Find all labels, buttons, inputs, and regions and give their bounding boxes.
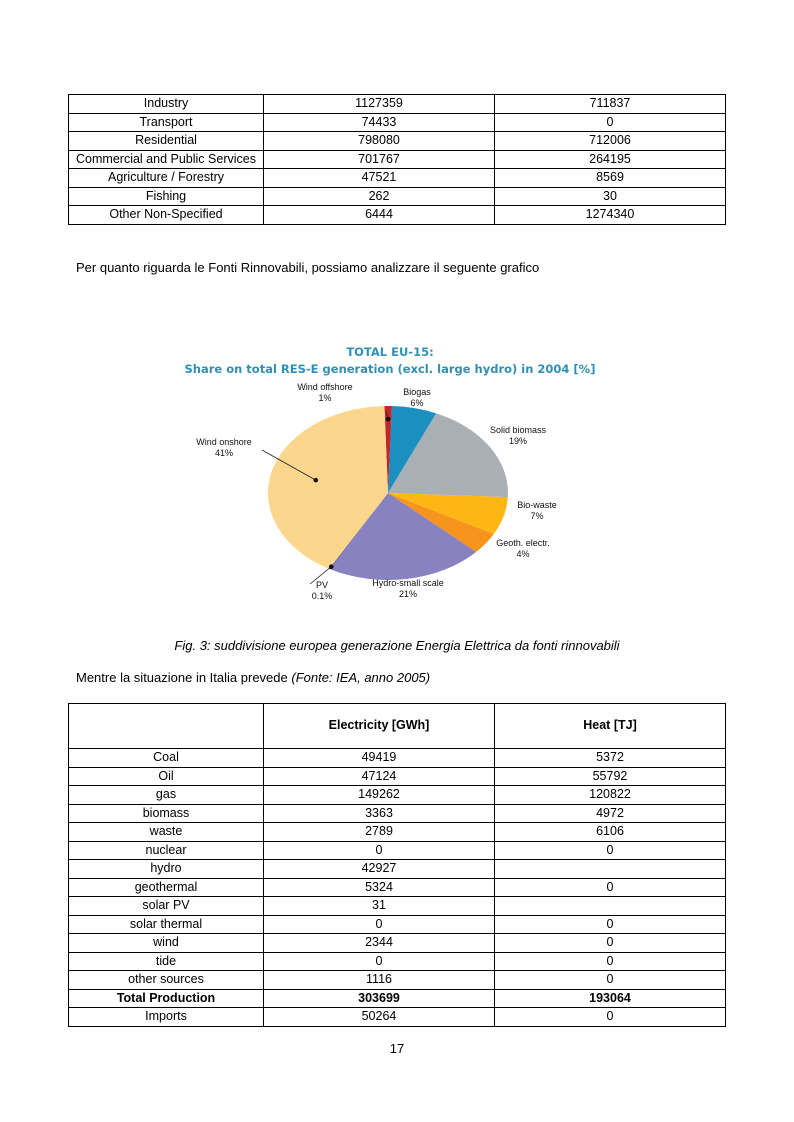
table-cell: 4972 (495, 804, 726, 823)
table-cell: 0 (495, 1008, 726, 1027)
header-cell: Heat [TJ] (495, 704, 726, 749)
table-cell: 0 (495, 971, 726, 990)
slice-label (403, 387, 431, 408)
slice-value: 7% (530, 511, 544, 521)
table-cell: Residential (69, 132, 264, 151)
table-cell: 0 (495, 841, 726, 860)
table-cell: biomass (69, 804, 264, 823)
figure-caption: Fig. 3: suddivisione europea generazione Energia Elettrica da fonti rinnovabili (174, 638, 620, 653)
table-cell: Oil (69, 767, 264, 786)
table-cell: 3363 (264, 804, 495, 823)
table-row (69, 878, 726, 897)
table-cell: 264195 (495, 150, 726, 169)
slice-value: 21% (398, 589, 418, 599)
table-cell: 149262 (264, 786, 495, 805)
table-cell (495, 860, 726, 879)
leader-dot (313, 478, 318, 483)
table-cell: Other Non-Specified (69, 206, 264, 225)
table-cell: 712006 (495, 132, 726, 151)
table-row (69, 989, 726, 1008)
table-row (69, 897, 726, 916)
table-cell: solar thermal (69, 915, 264, 934)
slice-value: 41% (214, 448, 234, 458)
table-cell: 47521 (264, 169, 495, 188)
table-cell: 5324 (264, 878, 495, 897)
slice-name: PV (315, 580, 329, 590)
table-row (69, 749, 726, 768)
table-row (69, 767, 726, 786)
slice-label (312, 580, 333, 601)
table-cell: 798080 (264, 132, 495, 151)
table-cell: 42927 (264, 860, 495, 879)
slice-name: Solid biomass (489, 425, 547, 435)
table-cell: 0 (495, 878, 726, 897)
table-cell: tide (69, 952, 264, 971)
table-cell: 2344 (264, 934, 495, 953)
table-cell: 0 (495, 915, 726, 934)
table-cell: 5372 (495, 749, 726, 768)
table-cell: Industry (69, 95, 264, 114)
slice-name: Biogas (403, 387, 431, 397)
slice-value: 6% (410, 398, 424, 408)
chart-title: TOTAL EU-15: (346, 345, 434, 359)
table-row (69, 132, 726, 151)
slice-label (196, 437, 252, 458)
slice-name: Bio-waste (517, 500, 557, 510)
table-cell: Commercial and Public Services (69, 150, 264, 169)
table-cell: solar PV (69, 897, 264, 916)
table-cell: gas (69, 786, 264, 805)
table-cell: 1274340 (495, 206, 726, 225)
table-cell: 1127359 (264, 95, 495, 114)
table-row (69, 915, 726, 934)
table-cell: wind (69, 934, 264, 953)
italy-text-main: Mentre la situazione in Italia prevede (76, 670, 292, 685)
table-cell: Transport (69, 113, 264, 132)
table-cell: nuclear (69, 841, 264, 860)
table-cell: 0 (495, 934, 726, 953)
italy-energy-table (68, 703, 726, 1027)
table-cell: 303699 (264, 989, 495, 1008)
table-cell: 262 (264, 187, 495, 206)
slice-name: Geoth. electr. (496, 538, 550, 548)
table-row (69, 150, 726, 169)
slice-label (297, 382, 352, 403)
italy-text-source: (Fonte: IEA, anno 2005) (291, 670, 431, 685)
header-cell: Electricity [GWh] (264, 704, 495, 749)
italy-paragraph (76, 670, 430, 685)
table-cell: other sources (69, 971, 264, 990)
slice-label (517, 500, 557, 521)
table-cell (495, 897, 726, 916)
table-row (69, 971, 726, 990)
table-cell: 8569 (495, 169, 726, 188)
table-row (69, 113, 726, 132)
slice-value: 19% (508, 436, 528, 446)
consumption-table (68, 94, 726, 225)
res-e-pie-chart (150, 338, 630, 618)
table-cell: Total Production (69, 989, 264, 1008)
table-cell: 0 (264, 915, 495, 934)
table-cell: 0 (495, 113, 726, 132)
slice-name: Wind offshore (297, 382, 353, 392)
table-row (69, 95, 726, 114)
table-cell: 2789 (264, 823, 495, 842)
table-cell: 6106 (495, 823, 726, 842)
slice-name: Hydro-small scale (372, 578, 444, 588)
page-number: 17 (389, 1041, 405, 1056)
table-cell: 701767 (264, 150, 495, 169)
table-cell: Fishing (69, 187, 264, 206)
slice-label (490, 425, 547, 446)
table-cell: 47124 (264, 767, 495, 786)
table-cell: 120822 (495, 786, 726, 805)
intro-paragraph: Per quanto riguarda le Fonti Rinnovabili, possiamo analizzare il seguente grafico (76, 260, 540, 275)
table-cell: hydro (69, 860, 264, 879)
table-cell: 49419 (264, 749, 495, 768)
table-cell: 30 (495, 187, 726, 206)
table-cell: Agriculture / Forestry (69, 169, 264, 188)
table-row (69, 206, 726, 225)
table-row (69, 804, 726, 823)
table-cell: geothermal (69, 878, 264, 897)
table-cell: 50264 (264, 1008, 495, 1027)
table-row (69, 841, 726, 860)
slice-value: 1% (318, 393, 332, 403)
table-cell: 0 (495, 952, 726, 971)
table-cell: 1116 (264, 971, 495, 990)
leader-dot (386, 417, 391, 422)
table-row (69, 823, 726, 842)
table-row (69, 1008, 726, 1027)
slice-label (372, 578, 444, 599)
chart-subtitle: Share on total RES-E generation (excl. large hydro) in 2004 [%] (184, 362, 596, 376)
leader-dot (329, 564, 334, 569)
slice-label (496, 538, 550, 559)
table-row (69, 786, 726, 805)
table-cell: Coal (69, 749, 264, 768)
table-cell: 6444 (264, 206, 495, 225)
table-row (69, 952, 726, 971)
table-row (69, 934, 726, 953)
header-cell (69, 704, 264, 749)
table-cell: 31 (264, 897, 495, 916)
table-cell: 711837 (495, 95, 726, 114)
table-header-row (69, 704, 726, 749)
slice-value: 4% (516, 549, 530, 559)
slice-value: 0.1% (311, 591, 333, 601)
table-cell: 193064 (495, 989, 726, 1008)
table-cell: waste (69, 823, 264, 842)
table-row (69, 169, 726, 188)
table-cell: 0 (264, 841, 495, 860)
table-cell: 0 (264, 952, 495, 971)
table-row (69, 187, 726, 206)
table-cell: 55792 (495, 767, 726, 786)
table-cell: Imports (69, 1008, 264, 1027)
slice-name: Wind onshore (196, 437, 252, 447)
table-row (69, 860, 726, 879)
table-cell: 74433 (264, 113, 495, 132)
